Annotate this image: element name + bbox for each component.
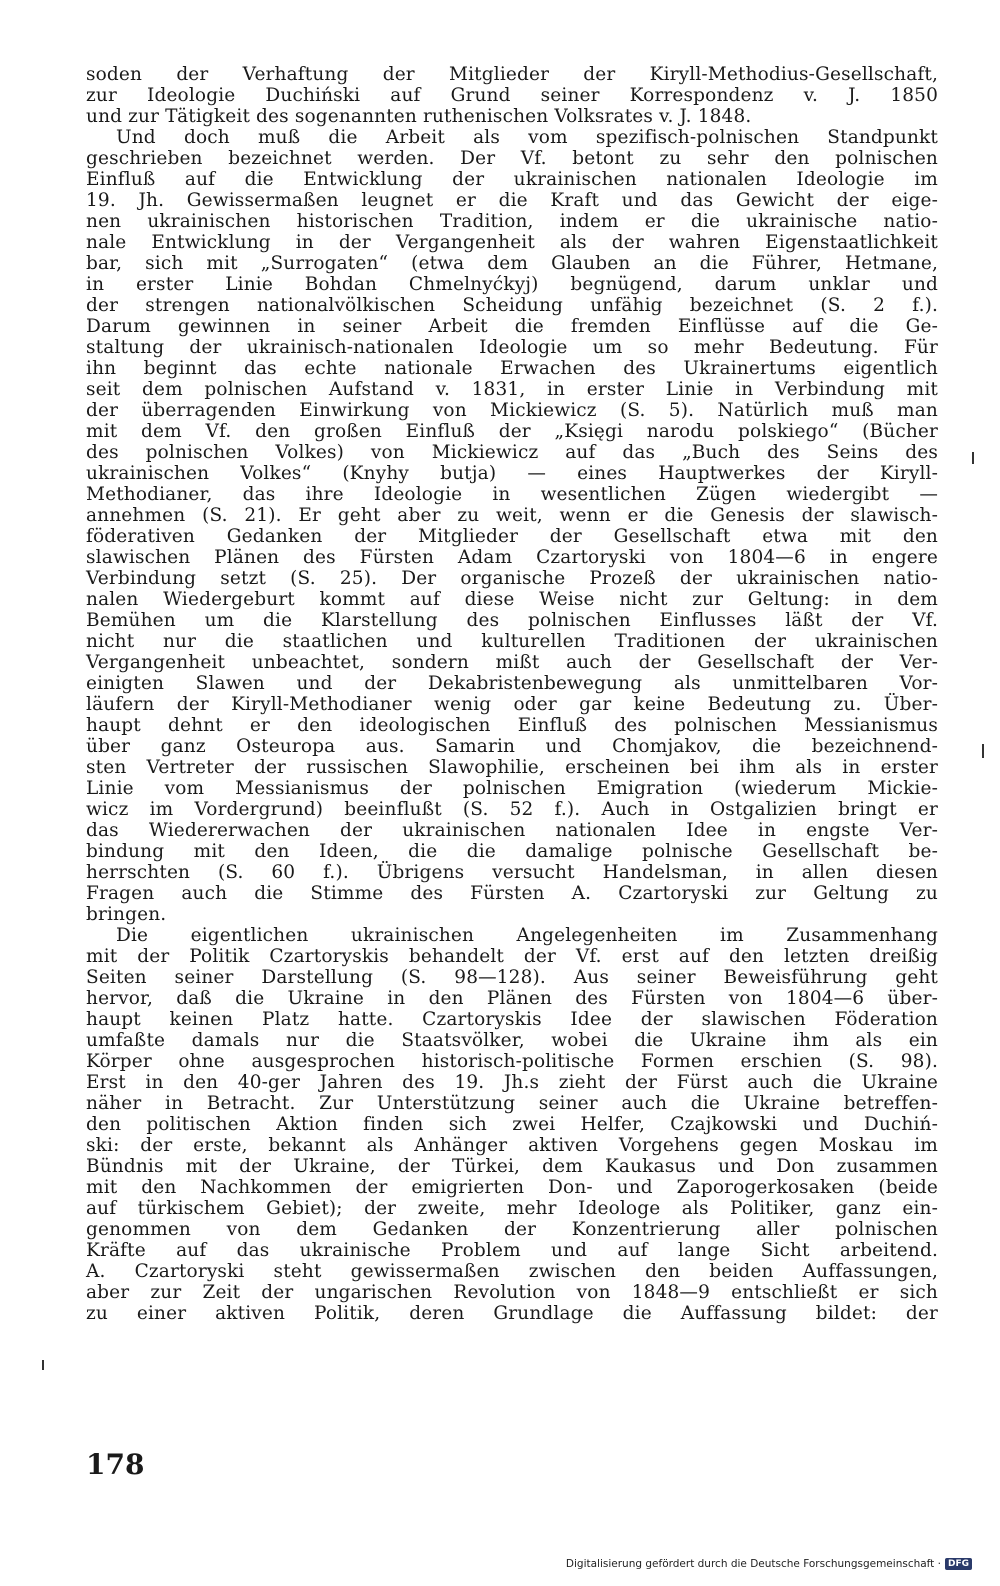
text-line: nicht nur die staatlichen und kulturellen Traditionen der ukrainischen xyxy=(86,631,938,652)
text-line: der strengen nationalvölkischen Scheidung unfähig bezeichnet (S. 2 f.). xyxy=(86,295,938,316)
text-line: sten Vertreter der russischen Slawophilie, erscheinen bei ihm als in erster xyxy=(86,757,938,778)
text-line: Verbindung setzt (S. 25). Der organische Prozeß der ukrainischen natio- xyxy=(86,568,938,589)
text-line: näher in Betracht. Zur Unterstützung seiner auch die Ukraine betreffen- xyxy=(86,1093,938,1114)
text-line: aber zur Zeit der ungarischen Revolution von 1848—9 entschließt er sich xyxy=(86,1282,938,1303)
text-line: haupt dehnt er den ideologischen Einfluß des polnischen Messianismus xyxy=(86,715,938,736)
text-line: Darum gewinnen in seiner Arbeit die fremden Einflüsse auf die Ge- xyxy=(86,316,938,337)
text-line: der überragenden Einwirkung von Mickiewicz (S. 5). Natürlich muß man xyxy=(86,400,938,421)
text-line: bar, sich mit „Surrogaten“ (etwa dem Glauben an die Führer, Hetmane, xyxy=(86,253,938,274)
text-line: zu einer aktiven Politik, deren Grundlage die Auffassung bildet: der xyxy=(86,1303,938,1324)
text-line: 19. Jh. Gewissermaßen leugnet er die Kraft und das Gewicht der eige- xyxy=(86,190,938,211)
text-line: einigten Slawen und der Dekabristenbewegung als unmittelbaren Vor- xyxy=(86,673,938,694)
body-text xyxy=(86,64,938,1324)
text-line: mit dem Vf. den großen Einfluß der „Księgi narodu polskiego“ (Bücher xyxy=(86,421,938,442)
text-line: läufern der Kiryll-Methodianer wenig oder gar keine Bedeutung zu. Über- xyxy=(86,694,938,715)
text-line: staltung der ukrainisch-nationalen Ideologie um so mehr Bedeutung. Für xyxy=(86,337,938,358)
text-line: slawischen Plänen des Fürsten Adam Czartoryski von 1804—6 in engere xyxy=(86,547,938,568)
text-line: hervor, daß die Ukraine in den Plänen des Fürsten von 1804—6 über- xyxy=(86,988,938,1009)
text-line: Methodianer, das ihre Ideologie in wesentlichen Zügen wiedergibt — xyxy=(86,484,938,505)
text-line: Kräfte auf das ukrainische Problem und auf lange Sicht arbeitend. xyxy=(86,1240,938,1261)
text-line: A. Czartoryski steht gewissermaßen zwischen den beiden Auffassungen, xyxy=(86,1261,938,1282)
text-line: Und doch muß die Arbeit als vom spezifisch-polnischen Standpunkt xyxy=(116,127,938,148)
text-line: nale Entwicklung in der Vergangenheit als der wahren Eigenstaatlichkeit xyxy=(86,232,938,253)
text-line: föderativen Gedanken der Mitglieder der Gesellschaft etwa mit den xyxy=(86,526,938,547)
margin-mark xyxy=(42,1360,44,1370)
text-line: das Wiedererwachen der ukrainischen nationalen Idee in engste Ver- xyxy=(86,820,938,841)
page-number: 178 xyxy=(86,1448,145,1481)
digitization-credit xyxy=(566,1558,972,1570)
text-line: in erster Linie Bohdan Chmelnyćkyj) begnügend, darum unklar und xyxy=(86,274,938,295)
margin-mark xyxy=(982,744,984,758)
text-line: den politischen Aktion finden sich zwei Helfer, Czajkowski und Duchiń- xyxy=(86,1114,938,1135)
text-line: Fragen auch die Stimme des Fürsten A. Czartoryski zur Geltung zu xyxy=(86,883,938,904)
text-line: auf türkischem Gebiet); der zweite, mehr Ideologe als Politiker, ganz ein- xyxy=(86,1198,938,1219)
text-line: geschrieben bezeichnet werden. Der Vf. betont zu sehr den polnischen xyxy=(86,148,938,169)
text-line: Einfluß auf die Entwicklung der ukrainischen nationalen Ideologie im xyxy=(86,169,938,190)
text-line: annehmen (S. 21). Er geht aber zu weit, wenn er die Genesis der slawisch- xyxy=(86,505,938,526)
text-line: über ganz Osteuropa aus. Samarin und Chomjakov, die bezeichnend- xyxy=(86,736,938,757)
text-line: ukrainischen Volkes“ (Knyhy butja) — eines Hauptwerkes der Kiryll- xyxy=(86,463,938,484)
text-line: Vergangenheit unbeachtet, sondern mißt auch der Gesellschaft der Ver- xyxy=(86,652,938,673)
text-line: Erst in den 40-ger Jahren des 19. Jh.s zieht der Fürst auch die Ukraine xyxy=(86,1072,938,1093)
text-line: zur Ideologie Duchiński auf Grund seiner Korrespondenz v. J. 1850 xyxy=(86,85,938,106)
credit-text: Digitalisierung gefördert durch die Deutsche Forschungsgemeinschaft · xyxy=(565,1558,941,1570)
text-line: wicz im Vordergrund) beeinflußt (S. 52 f.). Auch in Ostgalizien bringt er xyxy=(86,799,938,820)
text-line: soden der Verhaftung der Mitglieder der Kiryll-Methodius-Gesellschaft, xyxy=(86,64,938,85)
text-line: und zur Tätigkeit des sogenannten ruthenischen Volksrates v. J. 1848. xyxy=(86,106,752,127)
text-line: nen ukrainischen historischen Tradition, indem er die ukrainische natio- xyxy=(86,211,938,232)
margin-mark xyxy=(972,452,974,464)
text-line: Linie vom Messianismus der polnischen Emigration (wiederum Mickie- xyxy=(86,778,938,799)
text-line: bindung mit den Ideen, die die damalige polnische Gesellschaft be- xyxy=(86,841,938,862)
text-line: umfaßte damals nur die Staatsvölker, wobei die Ukraine ihm als ein xyxy=(86,1030,938,1051)
text-line: Die eigentlichen ukrainischen Angelegenheiten im Zusammenhang xyxy=(116,925,938,946)
text-line: haupt keinen Platz hatte. Czartoryskis Idee der slawischen Föderation xyxy=(86,1009,938,1030)
text-line: Seiten seiner Darstellung (S. 98—128). Aus seiner Beweisführung geht xyxy=(86,967,938,988)
text-line: herrschten (S. 60 f.). Übrigens versucht Handelsman, in allen diesen xyxy=(86,862,938,883)
dfg-logo: DFG xyxy=(945,1558,972,1570)
text-line: mit den Nachkommen der emigrierten Don- und Zaporogerkosaken (beide xyxy=(86,1177,938,1198)
text-line: des polnischen Volkes) von Mickiewicz auf das „Buch des Seins des xyxy=(86,442,938,463)
text-line: ski: der erste, bekannt als Anhänger aktiven Vorgehens gegen Moskau im xyxy=(86,1135,938,1156)
text-line: Bündnis mit der Ukraine, der Türkei, dem Kaukasus und Don zusammen xyxy=(86,1156,938,1177)
text-line: Körper ohne ausgesprochen historisch-politische Formen erschien (S. 98). xyxy=(86,1051,938,1072)
text-line: mit der Politik Czartoryskis behandelt der Vf. erst auf den letzten dreißig xyxy=(86,946,938,967)
text-line: seit dem polnischen Aufstand v. 1831, in erster Linie in Verbindung mit xyxy=(86,379,938,400)
text-line: ihn beginnt das echte nationale Erwachen des Ukrainertums eigentlich xyxy=(86,358,938,379)
text-line: genommen von dem Gedanken der Konzentrierung aller polnischen xyxy=(86,1219,938,1240)
text-line: nalen Wiedergeburt kommt auf diese Weise nicht zur Geltung: in dem xyxy=(86,589,938,610)
text-line: Bemühen um die Klarstellung des polnischen Einflusses läßt der Vf. xyxy=(86,610,938,631)
text-line: bringen. xyxy=(86,904,167,925)
